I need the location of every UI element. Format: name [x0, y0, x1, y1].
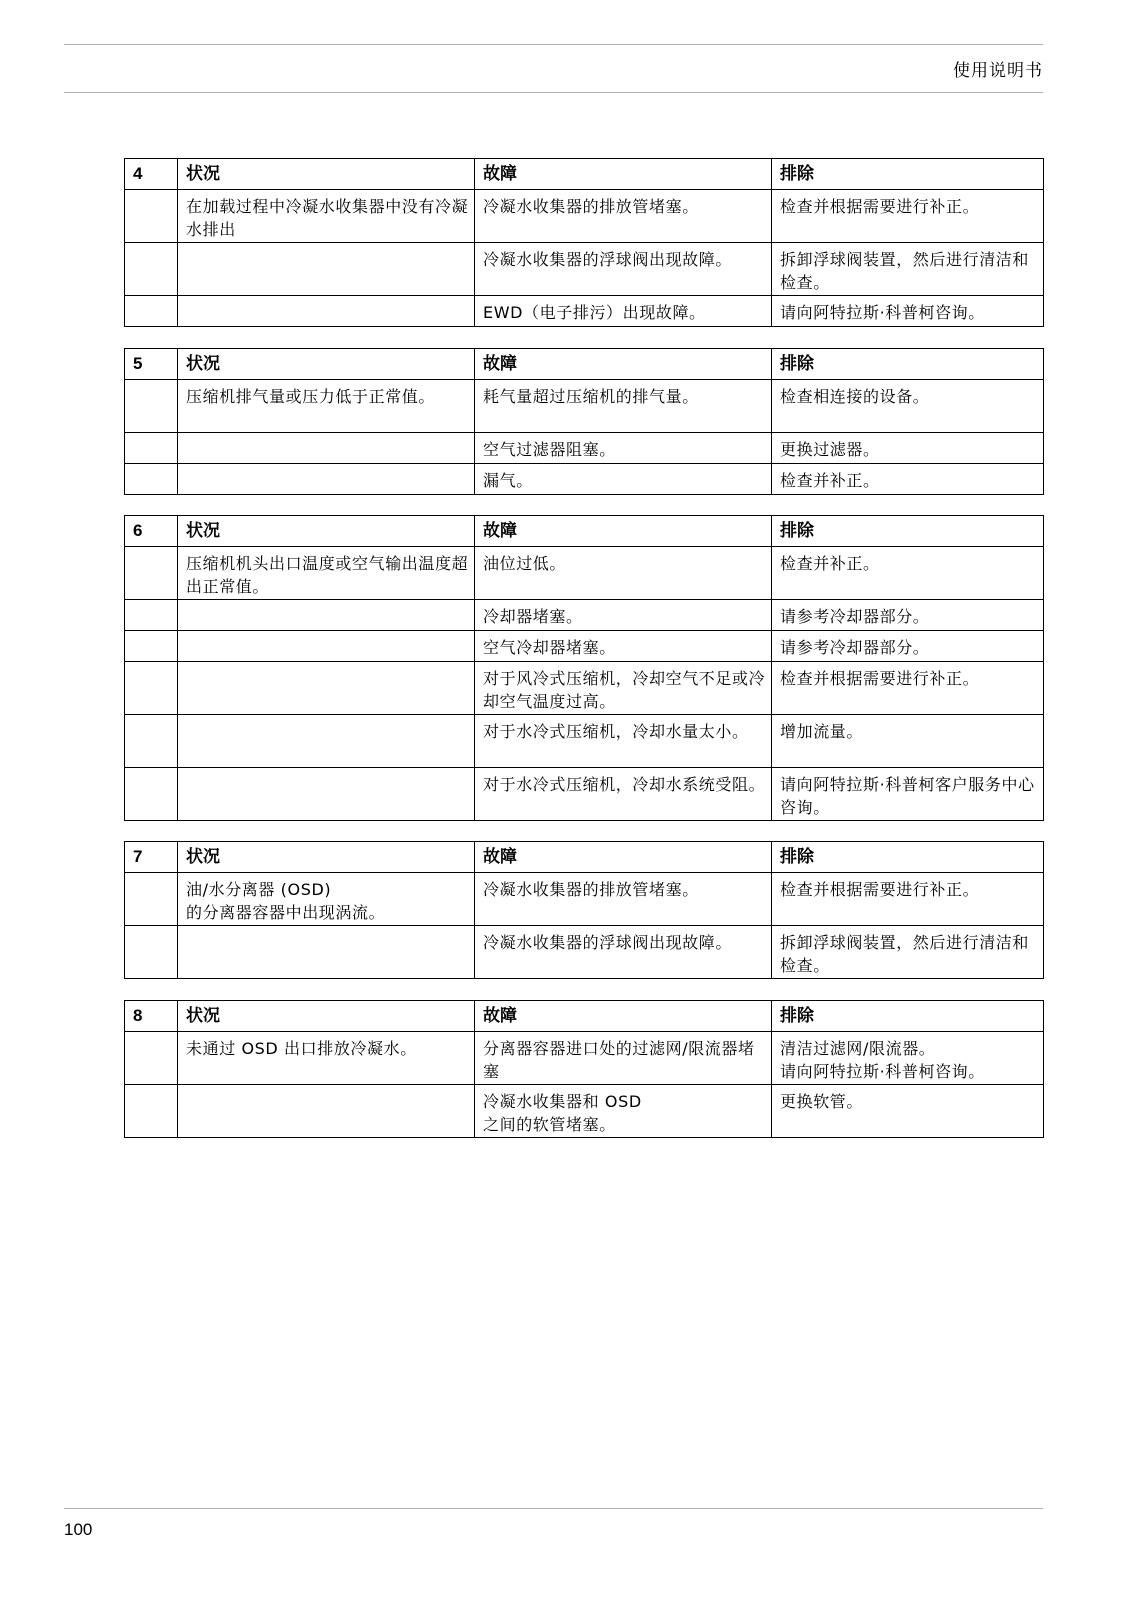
header-top-rule: [64, 44, 1043, 45]
condition-cell: 在加载过程中冷凝水收集器中没有冷凝水排出: [178, 190, 475, 243]
table-row: [125, 662, 1044, 715]
blank-cell: [125, 380, 178, 433]
blank-cell: [125, 926, 178, 979]
condition-cell: 压缩机排气量或压力低于正常值。: [178, 380, 475, 433]
fault-header: 故障: [475, 1001, 772, 1032]
blank-cell: [125, 715, 178, 768]
document-title: 使用说明书: [953, 61, 1043, 81]
remedy-cell: 检查并根据需要进行补正。: [772, 190, 1044, 243]
condition-cell: [178, 768, 475, 821]
remedy-cell: 检查并根据需要进行补正。: [772, 873, 1044, 926]
remedy-header: 排除: [772, 842, 1044, 873]
table-header-row: [125, 1001, 1044, 1032]
table-row: [125, 600, 1044, 631]
condition-cell: 压缩机机头出口温度或空气输出温度超出正常值。: [178, 547, 475, 600]
condition-cell: [178, 1085, 475, 1138]
blank-cell: [125, 433, 178, 464]
fault-cell: 空气过滤器阻塞。: [475, 433, 772, 464]
condition-cell: [178, 464, 475, 495]
remedy-cell: 检查相连接的设备。: [772, 380, 1044, 433]
blank-cell: [125, 190, 178, 243]
fault-cell: 油位过低。: [475, 547, 772, 600]
blank-cell: [125, 547, 178, 600]
header-bottom-rule: [64, 92, 1043, 93]
fault-cell: 冷凝水收集器的排放管堵塞。: [475, 873, 772, 926]
fault-cell: 耗气量超过压缩机的排气量。: [475, 380, 772, 433]
remedy-cell: 请向阿特拉斯·科普柯咨询。: [772, 296, 1044, 327]
remedy-cell: 清洁过滤网/限流器。 请向阿特拉斯·科普柯咨询。: [772, 1032, 1044, 1085]
table-row: [125, 190, 1044, 243]
remedy-cell: 更换过滤器。: [772, 433, 1044, 464]
table-header-row: [125, 349, 1044, 380]
table-row: [125, 1032, 1044, 1085]
blank-cell: [125, 768, 178, 821]
table-row: [125, 926, 1044, 979]
footer-rule: [64, 1508, 1043, 1509]
condition-cell: [178, 433, 475, 464]
remedy-cell: 请参考冷却器部分。: [772, 600, 1044, 631]
section-number: 4: [125, 159, 178, 190]
blank-cell: [125, 873, 178, 926]
blank-cell: [125, 1032, 178, 1085]
fault-cell: 对于风冷式压缩机，冷却空气不足或冷却空气温度过高。: [475, 662, 772, 715]
remedy-cell: 检查并补正。: [772, 464, 1044, 495]
fault-cell: 对于水冷式压缩机，冷却水量太小。: [475, 715, 772, 768]
fault-cell: 冷凝水收集器的浮球阀出现故障。: [475, 243, 772, 296]
table-row: [125, 873, 1044, 926]
condition-cell: [178, 600, 475, 631]
blank-cell: [125, 1085, 178, 1138]
table-header-row: [125, 842, 1044, 873]
remedy-header: 排除: [772, 1001, 1044, 1032]
section-number: 5: [125, 349, 178, 380]
table-row: [125, 715, 1044, 768]
remedy-cell: 请参考冷却器部分。: [772, 631, 1044, 662]
blank-cell: [125, 600, 178, 631]
fault-cell: 冷却器堵塞。: [475, 600, 772, 631]
remedy-cell: 拆卸浮球阀装置，然后进行清洁和检查。: [772, 243, 1044, 296]
section-number: 8: [125, 1001, 178, 1032]
fault-header: 故障: [475, 842, 772, 873]
fault-cell: 冷凝水收集器的浮球阀出现故障。: [475, 926, 772, 979]
remedy-header: 排除: [772, 349, 1044, 380]
condition-cell: 油/水分离器 (OSD) 的分离器容器中出现涡流。: [178, 873, 475, 926]
remedy-cell: 更换软管。: [772, 1085, 1044, 1138]
table-row: [125, 1085, 1044, 1138]
condition-header: 状况: [178, 349, 475, 380]
remedy-cell: 检查并根据需要进行补正。: [772, 662, 1044, 715]
table-row: [125, 547, 1044, 600]
fault-cell: 漏气。: [475, 464, 772, 495]
condition-cell: [178, 715, 475, 768]
fault-header: 故障: [475, 349, 772, 380]
fault-header: 故障: [475, 516, 772, 547]
remedy-cell: 增加流量。: [772, 715, 1044, 768]
remedy-cell: 请向阿特拉斯·科普柯客户服务中心咨询。: [772, 768, 1044, 821]
troubleshooting-table-4: [124, 158, 1044, 327]
fault-cell: 对于水冷式压缩机，冷却水系统受阻。: [475, 768, 772, 821]
table-row: [125, 380, 1044, 433]
blank-cell: [125, 243, 178, 296]
page-number: 100: [64, 1520, 93, 1539]
condition-cell: 未通过 OSD 出口排放冷凝水。: [178, 1032, 475, 1085]
fault-cell: 空气冷却器堵塞。: [475, 631, 772, 662]
fault-cell: 冷凝水收集器的排放管堵塞。: [475, 190, 772, 243]
table-header-row: [125, 516, 1044, 547]
fault-header: 故障: [475, 159, 772, 190]
table-row: [125, 243, 1044, 296]
troubleshooting-table-7: [124, 841, 1044, 979]
condition-header: 状况: [178, 842, 475, 873]
remedy-header: 排除: [772, 159, 1044, 190]
condition-cell: [178, 631, 475, 662]
condition-header: 状况: [178, 1001, 475, 1032]
table-row: [125, 433, 1044, 464]
blank-cell: [125, 631, 178, 662]
section-number: 7: [125, 842, 178, 873]
table-header-row: [125, 159, 1044, 190]
remedy-header: 排除: [772, 516, 1044, 547]
troubleshooting-table-8: [124, 1000, 1044, 1138]
remedy-cell: 检查并补正。: [772, 547, 1044, 600]
table-row: [125, 768, 1044, 821]
fault-cell: EWD（电子排污）出现故障。: [475, 296, 772, 327]
table-row: [125, 631, 1044, 662]
condition-header: 状况: [178, 159, 475, 190]
troubleshooting-table-6: [124, 515, 1044, 821]
fault-cell: 分离器容器进口处的过滤网/限流器堵塞: [475, 1032, 772, 1085]
troubleshooting-table-5: [124, 348, 1044, 495]
table-row: [125, 464, 1044, 495]
condition-header: 状况: [178, 516, 475, 547]
condition-cell: [178, 662, 475, 715]
condition-cell: [178, 243, 475, 296]
section-number: 6: [125, 516, 178, 547]
condition-cell: [178, 296, 475, 327]
condition-cell: [178, 926, 475, 979]
table-row: [125, 296, 1044, 327]
blank-cell: [125, 464, 178, 495]
remedy-cell: 拆卸浮球阀装置，然后进行清洁和检查。: [772, 926, 1044, 979]
blank-cell: [125, 662, 178, 715]
fault-cell: 冷凝水收集器和 OSD 之间的软管堵塞。: [475, 1085, 772, 1138]
blank-cell: [125, 296, 178, 327]
